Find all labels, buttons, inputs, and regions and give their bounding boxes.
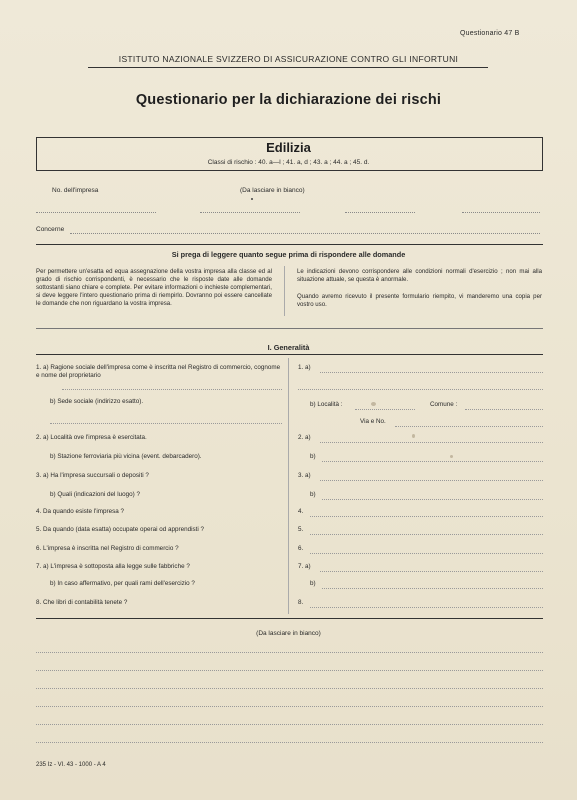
office-line <box>36 742 543 743</box>
blank-field-1[interactable] <box>200 212 300 213</box>
office-line <box>36 652 543 653</box>
question-7a: 7. a) L'impresa è sottoposta alla legge sulle fabbriche ? <box>36 563 190 570</box>
answer-3b-field[interactable] <box>322 499 543 500</box>
answer-6-label: 6. <box>298 545 304 552</box>
question-1b: b) Sede sociale (indirizzo esatto). <box>50 398 144 405</box>
notice-divider <box>284 266 285 316</box>
question-2b: b) Stazione ferroviaria più vicina (event. debarcadero). <box>50 453 202 460</box>
notice-bottom-rule <box>36 328 543 329</box>
question-8: 8. Che libri di contabilità tenete ? <box>36 599 128 606</box>
answer-3a-field[interactable] <box>320 480 543 481</box>
notice-top-rule <box>36 244 543 245</box>
question-1a: 1. a) Ragione sociale dell'impresa come è inscritta nel Registro di commercio, cognome e nome del proprietario <box>36 364 281 380</box>
section-title: I. Generalità <box>267 343 310 352</box>
office-line <box>36 706 543 707</box>
answer-1b-street-field[interactable] <box>395 426 543 427</box>
answer-8-label: 8. <box>298 599 304 606</box>
answer-1b-street-label: Via e No. <box>360 418 386 425</box>
answer-8-field[interactable] <box>310 607 543 608</box>
question-6: 6. L'impresa è inscritta nel Registro di commercio ? <box>36 545 179 552</box>
blank-note-bottom: (Da lasciare in bianco) <box>256 630 321 637</box>
question-7b: b) In caso affermativo, per quali rami dell'esercizio ? <box>50 580 195 587</box>
header-rule <box>88 67 488 68</box>
answer-5-field[interactable] <box>310 534 543 535</box>
question-4: 4. Da quando esiste l'impresa ? <box>36 508 125 515</box>
answer-1a-field-2[interactable] <box>298 389 543 390</box>
notice-right-paragraph-2: Quando avremo ricevuto il presente formulario riempito, vi manderemo una copia per vostro uso. <box>297 293 542 309</box>
answer-2b-label: b) <box>310 453 316 460</box>
office-line <box>36 670 543 671</box>
dot-mark <box>251 198 253 200</box>
document-title: Questionario per la dichiarazione dei rischi <box>135 92 442 108</box>
answer-1a-label: 1. a) <box>298 364 311 371</box>
concerns-label: Concerne <box>36 226 65 233</box>
answer-7b-field[interactable] <box>322 588 543 589</box>
blank-field-3[interactable] <box>462 212 540 213</box>
question-3b: b) Quali (indicazioni del luogo) ? <box>50 491 140 498</box>
notice-heading: Si prega di leggere quanto segue prima di rispondere alle domande <box>171 250 406 259</box>
risk-classes: Classi di rischio : 40. a—l ; 41. a, d ; 43. a ; 44. a ; 45. d. <box>207 159 370 166</box>
answer-2a-field[interactable] <box>320 442 543 443</box>
answer-7b-label: b) <box>310 580 316 587</box>
question-3a: 3. a) Ha l'impresa succursali o depositi ? <box>36 472 149 479</box>
answer-7a-field[interactable] <box>320 571 543 572</box>
notice-right-paragraph-1: Le indicazioni devono corrispondere alle condizioni normali d'esercizio ; non mai alla situazione attuale, se questa è anormale. <box>297 268 542 284</box>
answer-1b-commune-label: Comune : <box>430 401 458 408</box>
answer-4-field[interactable] <box>310 516 543 517</box>
answer-5-label: 5. <box>298 526 304 533</box>
form-number: Questionario 47 B <box>460 30 520 37</box>
answer-1a-field[interactable] <box>320 372 543 373</box>
company-number-label: No. dell'impresa <box>52 187 99 194</box>
column-divider <box>288 358 289 614</box>
print-code: 235 Iz - VI. 43 - 1000 - A 4 <box>36 762 106 768</box>
answer-1b-locality-field[interactable] <box>355 409 415 410</box>
answer-7a-label: 7. a) <box>298 563 311 570</box>
category-title: Edilizia <box>266 140 311 155</box>
question-1b-line <box>50 423 282 424</box>
ink-mark <box>450 455 453 458</box>
answer-4-label: 4. <box>298 508 304 515</box>
question-5: 5. Da quando (data esatta) occupate operai od apprendisti ? <box>36 526 205 533</box>
question-1a-line <box>62 389 282 390</box>
office-line <box>36 688 543 689</box>
answer-2a-label: 2. a) <box>298 434 311 441</box>
answer-3b-label: b) <box>310 491 316 498</box>
ink-mark <box>412 434 415 438</box>
blank-note-top: (Da lasciare in bianco) <box>240 187 305 194</box>
answer-1b-commune-field[interactable] <box>465 409 543 410</box>
bottom-rule <box>36 618 543 619</box>
answer-2b-field[interactable] <box>322 461 543 462</box>
answer-6-field[interactable] <box>310 553 543 554</box>
blank-field-2[interactable] <box>345 212 415 213</box>
ink-mark <box>371 402 376 406</box>
answer-1b-label: b) Località : <box>310 401 343 408</box>
answer-3a-label: 3. a) <box>298 472 311 479</box>
office-line <box>36 724 543 725</box>
company-number-field[interactable] <box>36 212 156 213</box>
question-2a: 2. a) Località ove l'impresa è esercitata. <box>36 434 147 441</box>
section-rule <box>36 354 543 355</box>
institute-name: ISTITUTO NAZIONALE SVIZZERO DI ASSICURAZIONE CONTRO GLI INFORTUNI <box>118 54 459 64</box>
notice-left-paragraph: Per permettere un'esatta ed equa assegnazione della vostra impresa alla classe ed al grado di rischio corrispondenti, è necessario che le risposte date alle domande sottostanti siano chiare e complete. Per evitare informazioni o inchieste complementari, si deve leggere l'intero questionario prima di riempirlo. Dovranno poi essere cancellate le domande che non riguardano la vostra impresa. <box>36 268 272 308</box>
concerns-field[interactable] <box>70 233 540 234</box>
